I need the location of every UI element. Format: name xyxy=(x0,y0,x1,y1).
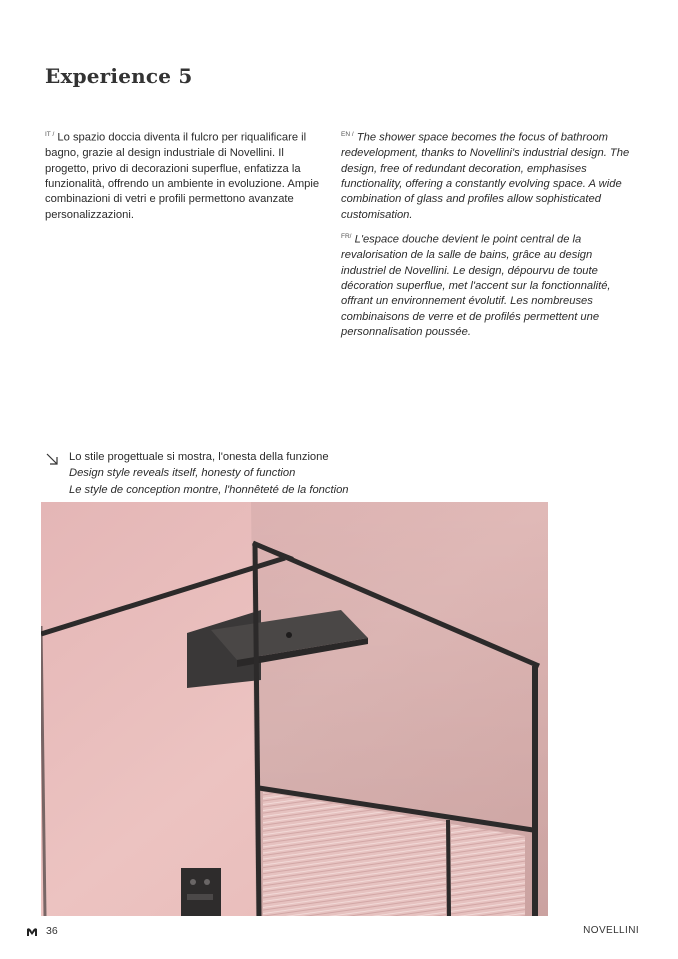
lang-tag-it: IT / xyxy=(45,131,55,138)
caption-english: Design style reveals itself, honesty of function xyxy=(69,467,296,480)
frame-mullion xyxy=(448,820,449,916)
page-title: Experience 5 xyxy=(45,64,193,88)
shower-photo xyxy=(41,502,548,916)
brand-name: NOVELLINI xyxy=(583,925,639,936)
caption-french: Le style de conception montre, l'honnêteté de la fonction xyxy=(69,483,349,496)
intro-french-text: L'espace douche devient le point central de la revalorisation de la salle de bains, grâce au design industriel de Novellini. Le design, dépourvu de toute décoration superflue, met l'accent sur la fonctionnalité, offrant un environnement évolutif. Les nombreuses combinaisons de verre et de profilés permettent une personnalisation poussée. xyxy=(341,233,611,339)
mixer-knob-1 xyxy=(190,879,196,885)
page-number: 36 xyxy=(46,925,58,937)
caption-italian: Lo stile progettuale si mostra, l'onesta della funzione xyxy=(69,451,329,463)
photo-caption xyxy=(69,449,349,498)
mixer-lever xyxy=(187,894,213,900)
shower-illustration xyxy=(41,502,548,916)
intro-italian-text: Lo spazio doccia diventa il fulcro per riqualificare il bagno, grazie al design industriale di Novellini. Il progetto, privo di decorazioni superflue, enfatizza la funzionalità, offrendo un ambiente in evoluzione. Ampie combinazioni di vetri e profili permettono avanzate personalizzazioni. xyxy=(45,131,320,221)
arrow-down-right-icon xyxy=(45,452,59,466)
intro-english-text: The shower space becomes the focus of bathroom redevelopment, thanks to Novellini's industrial design. The design, free of redundant decoration, emphasises functionality, offering a constantly evolving space. A wide combination of glass and profiles allow sophisticated customisation. xyxy=(341,131,630,221)
novellini-logo-icon xyxy=(26,927,38,937)
fluted-glass-right xyxy=(451,824,525,916)
intro-french xyxy=(341,229,631,341)
shower-head-hole xyxy=(286,632,292,638)
lang-tag-en: EN / xyxy=(341,131,354,138)
intro-italian xyxy=(45,127,330,223)
shower-mixer-plate xyxy=(181,868,221,916)
lang-tag-fr: FR/ xyxy=(341,233,352,240)
mixer-knob-2 xyxy=(204,879,210,885)
intro-english xyxy=(341,127,631,223)
